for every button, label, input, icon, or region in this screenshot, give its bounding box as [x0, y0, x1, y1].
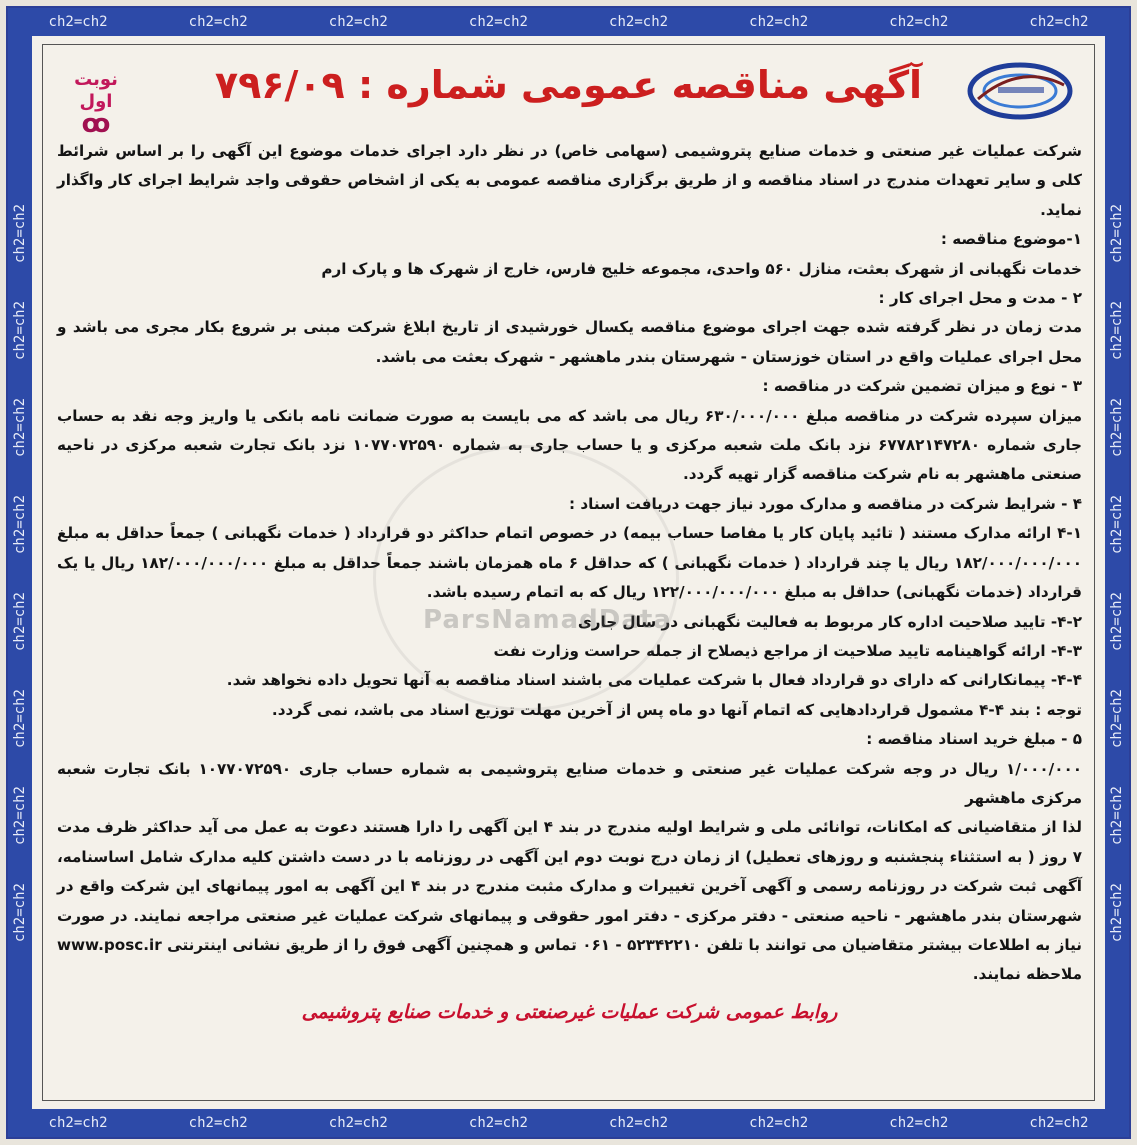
right-border-strip: [1105, 8, 1129, 1137]
strip-text: ch2=ch2: [889, 14, 949, 30]
section-heading: ۵ - مبلغ خرید اسناد مناقصه :: [866, 730, 1082, 749]
strip-text: ch2=ch2: [1109, 882, 1125, 942]
ad-header: [43, 45, 1094, 137]
paragraph: ۴-۳- ارائه گواهینامه تایید صلاحیت از مراجع ذیصلاح از جمله حراست وزارت نفت: [493, 641, 1082, 660]
section-heading: ۴ - شرایط شرکت در مناقصه و مدارک مورد نیاز جهت دریافت اسناد :: [569, 494, 1082, 513]
left-border-strip: [8, 8, 32, 1137]
strip-text: ch2=ch2: [12, 688, 28, 748]
strip-text: ch2=ch2: [1109, 397, 1125, 457]
strip-text: ch2=ch2: [328, 1115, 388, 1131]
intro-paragraph: شرکت عملیات غیر صنعتی و خدمات صنایع پتروشیمی (سهامی خاص) در نظر دارد اجرای خدمات موضوع این آگهی را بر اساس شرائط کلی و سایر تعهدات مندرج در اسناد مناقصه و از طریق برگزاری مناقصه عمومی به یکی از اشخاص حقوقی واجد شرایط اجرای کار واگذار نماید.: [57, 142, 1082, 219]
strip-text: ch2=ch2: [1109, 494, 1125, 554]
strip-text: ch2=ch2: [1029, 14, 1089, 30]
strip-text: ch2=ch2: [12, 882, 28, 942]
strip-text: ch2=ch2: [468, 1115, 528, 1131]
strip-text: ch2=ch2: [1109, 688, 1125, 748]
ad-title: آگهی مناقصه عمومی شماره : ۷۹۶/۰۹: [214, 63, 923, 107]
section-heading: ۳ - نوع و میزان تضمین شرکت در مناقصه :: [762, 377, 1082, 396]
strip-text: ch2=ch2: [188, 1115, 248, 1131]
strip-text: ch2=ch2: [609, 1115, 669, 1131]
closing-paragraph: لذا از متقاضیانی که امکانات، توانائی ملی و شرایط اولیه مندرج در بند ۴ این آگهی را دارا هستند دعوت به عمل می آید حداکثر ظرف مدت ۷ روز ( به استثناء پنجشنبه و روزهای تعطیل) از زمان درج نوبت دوم این آگهی در روزنامه با در دست داشتن کلیه مدارک شامل اساسنامه، آگهی ثبت شرکت در روزنامه رسمی و آگهی آخرین تغییرات و مدارک مثبت مندرج در بند ۴ این آگهی به امور پیمانهای این شرکت واقع در شهرستان بندر ماهشهر - ناحیه صنعتی - دفتر مرکزی - دفتر امور حقوقی و پیمانهای شرکت عملیات غیر صنعتی مراجعه نمایند. در صورت نیاز به اطلاعات بیشتر متقاضیان می توانند با تلفن ۵۲۳۴۲۲۱۰ - ۰۶۱ تماس و همچنین آگهی فوق را از طریق نشانی اینترنتی www.posc.ir ملاحظه نمایند.: [57, 818, 1083, 984]
strip-text: ch2=ch2: [1029, 1115, 1089, 1131]
paragraph: ۴-۱ ارائه مدارک مستند ( تائید پایان کار یا مفاصا حساب بیمه) در خصوص اتمام حداکثر دو قرارداد ( خدمات نگهبانی ) جمعاً حداقل به مبلغ ۱۸۲/۰۰۰/۰۰۰/۰۰۰ ریال یا چند قرارداد ( خدمات نگهبانی ) که حداقل ۶ ماه همزمان باشند جمعاً حداقل به مبلغ ۱۸۲/۰۰۰/۰۰۰/۰۰۰ ریال یا یک قرارداد (خدمات نگهبانی) حداقل به مبلغ ۱۲۲/۰۰۰/۰۰۰/۰۰۰ ریال که به اتمام رسیده باشد.: [57, 524, 1082, 602]
strip-text: ch2=ch2: [12, 494, 28, 554]
strip-text: ch2=ch2: [609, 14, 669, 30]
strip-text: ch2=ch2: [12, 397, 28, 457]
ad-footer: روابط عمومی شرکت عملیات غیرصنعتی و خدمات صنایع پتروشیمی: [301, 1000, 838, 1023]
strip-text: ch2=ch2: [1109, 300, 1125, 360]
section-heading: ۲ - مدت و محل اجرای کار :: [878, 289, 1082, 308]
strip-text: ch2=ch2: [12, 591, 28, 651]
strip-text: ch2=ch2: [1109, 591, 1125, 651]
ad-frame: [6, 6, 1131, 1139]
strip-text: ch2=ch2: [12, 785, 28, 845]
stamp-label: نوبت اول: [74, 69, 118, 112]
strip-text: ch2=ch2: [48, 14, 108, 30]
strip-text: ch2=ch2: [749, 1115, 809, 1131]
paragraph: ۴-۲- تایید صلاحیت اداره کار مربوط به فعالیت نگهبانی در سال جاری: [577, 612, 1082, 631]
top-border-strip: [8, 8, 1129, 36]
note-paragraph: توجه : بند ۴-۴ مشمول قراردادهایی که اتمام آنها دو ماه پس از آخرین مهلت توزیع اسناد می باشد، نمی گردد.: [271, 700, 1082, 719]
strip-text: ch2=ch2: [468, 14, 528, 30]
ad-content: [42, 44, 1095, 1101]
strip-text: ch2=ch2: [188, 14, 248, 30]
strip-text: ch2=ch2: [749, 14, 809, 30]
paragraph: میزان سپرده شرکت در مناقصه مبلغ ۶۳۰/۰۰۰/۰۰۰ ریال می باشد که می بایست به صورت ضمانت نامه بانکی یا واریز وجه نقد به حساب جاری شماره ۶۷۷۸۲۱۴۷۲۸۰ نزد بانک ملت شعبه مرکزی و یا حساب جاری به شماره ۱۰۷۷۰۷۲۵۹۰ نزد بانک تجارت شعبه مرکزی در ناحیه صنعتی ماهشهر به نام شرکت مناقصه گزار تهیه گردد.: [57, 406, 1083, 484]
watermark-seal-icon: [373, 445, 679, 711]
strip-text: ch2=ch2: [12, 300, 28, 360]
strip-text: ch2=ch2: [1109, 785, 1125, 845]
strip-text: ch2=ch2: [1109, 203, 1125, 263]
strip-text: ch2=ch2: [328, 14, 388, 30]
paragraph: مدت زمان در نظر گرفته شده جهت اجرای موضوع مناقصه یکسال خورشیدی از تاریخ ابلاغ شرکت مبنی بر شروع بکار مجری می باشد و محل اجرای عملیات واقع در استان خوزستان - شهرستان بندر ماهشهر - شهرک بعثت می باشد.: [57, 318, 1082, 366]
strip-text: ch2=ch2: [889, 1115, 949, 1131]
watermark: ParsNamadData: [423, 605, 672, 635]
bottom-border-strip: [8, 1109, 1129, 1137]
strip-text: ch2=ch2: [12, 203, 28, 263]
paragraph: خدمات نگهبانی از شهرک بعثت، منازل ۵۶۰ واحدی، مجموعه خلیج فارس، خارج از شهرک ها و پارک ارم: [321, 259, 1082, 278]
publication-stamp: [57, 69, 135, 139]
paragraph: ۱/۰۰۰/۰۰۰ ریال در وجه شرکت عملیات غیر صنعتی و خدمات صنایع پتروشیمی به شماره حساب جاری ۱۰۷۷۰۷۲۵۹۰ بانک تجارت شعبه مرکزی ماهشهر: [57, 759, 1082, 807]
paragraph: ۴-۴- پیمانکارانی که دارای دو قرارداد فعال با شرکت عملیات می باشند اسناد مناقصه به آنها تحویل داده نخواهد شد.: [226, 671, 1082, 690]
section-heading: ۱-موضوع مناقصه :: [940, 230, 1082, 249]
strip-text: ch2=ch2: [48, 1115, 108, 1131]
stamp-swirl-icon: ꝏ: [81, 109, 111, 139]
